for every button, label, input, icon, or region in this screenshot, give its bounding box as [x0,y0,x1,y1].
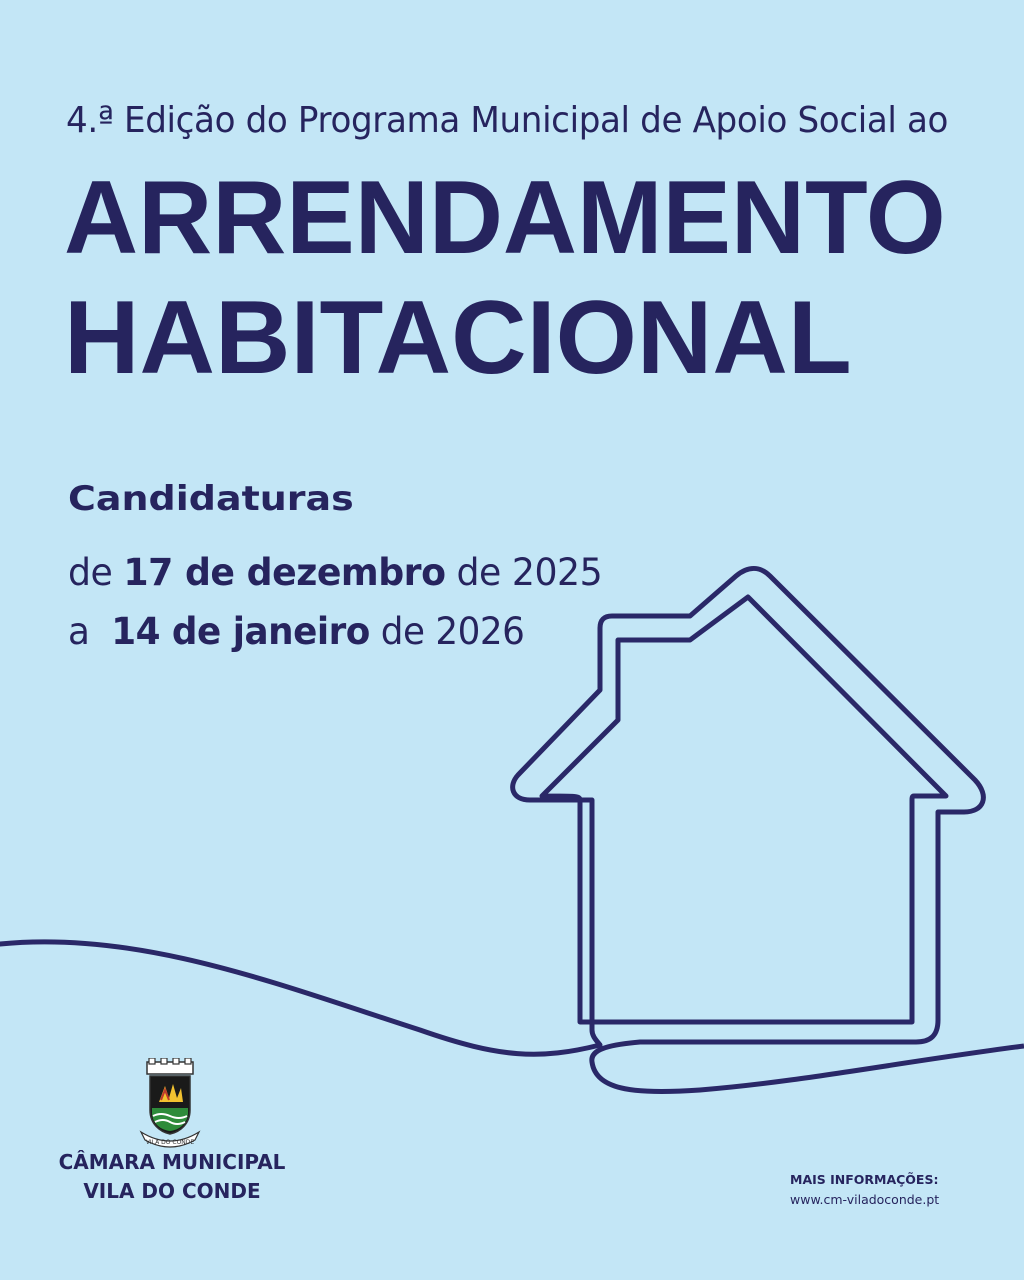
date-line-start [68,551,602,594]
date-start-prefix: de [68,551,124,594]
date-end-suffix: de 2026 [369,610,525,653]
municipal-coat-of-arms-icon [125,1058,215,1148]
date-start-highlight: 17 de dezembro [123,551,446,594]
title-line-1: ARRENDAMENTO [64,160,946,276]
more-info [790,1172,980,1207]
more-info-link[interactable]: www.cm-viladoconde.pt [790,1192,940,1207]
date-end-highlight: 14 de janeiro [111,610,370,653]
house-inner-outline [542,597,946,1022]
date-line-end [68,610,524,653]
municipality-name [48,1148,296,1206]
date-start-suffix: de 2025 [445,551,603,594]
org-line-2: VILA DO CONDE [83,1179,261,1203]
date-end-prefix: a [68,610,112,653]
more-info-label: MAIS INFORMAÇÕES: [790,1172,939,1187]
title-line-2: HABITACIONAL [64,280,852,396]
house-outer-outline [513,569,1024,1092]
wave-line [0,942,600,1054]
org-line-1: CÂMARA MUNICIPAL [58,1150,286,1174]
applications-label: Candidaturas [68,479,354,519]
svg-text:VILA DO CONDE: VILA DO CONDE [145,1139,195,1146]
program-subtitle: 4.ª Edição do Programa Municipal de Apoio Social ao [66,100,949,141]
